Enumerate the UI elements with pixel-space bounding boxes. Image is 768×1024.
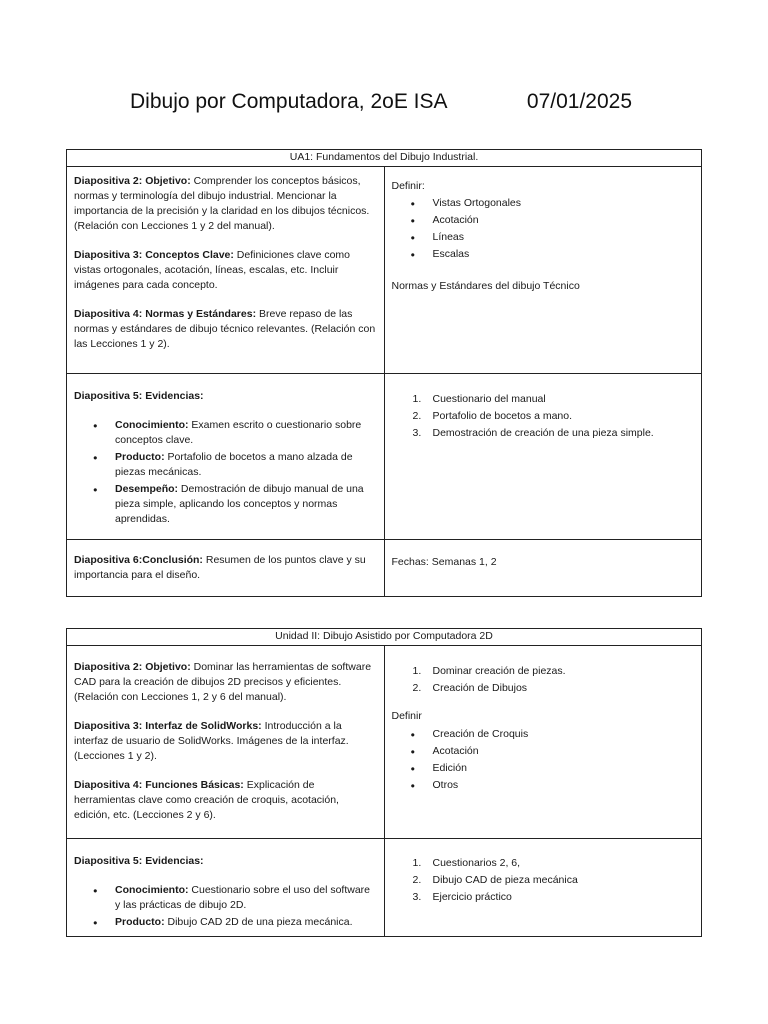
- unit1-evidence-numbered-cell: [384, 374, 702, 540]
- define-label: Definir: [391, 710, 422, 722]
- unit2-heading: Unidad II: Dibujo Asistido por Computadora 2D: [67, 629, 702, 646]
- slide-objective: Diapositiva 2: Objetivo: Comprender los conceptos básicos, normas y terminología del dibujo industrial. Mencionar la importancia de la precisión y la claridad en los dibujos técnicos. (Relación con Lecciones 1 y 2 del manual).: [74, 175, 370, 232]
- list-item: 2. Creación de Dibujos: [412, 682, 528, 694]
- list-item: ● Edición: [433, 761, 695, 776]
- list-item: ● Creación de Croquis: [433, 727, 695, 742]
- document-header: [130, 90, 640, 120]
- unit1-table: [66, 149, 702, 597]
- evidence-numbered-list: [392, 856, 695, 905]
- list-item: ● Acotación: [433, 744, 695, 759]
- list-item: 2. Portafolio de bocetos a mano.: [412, 410, 573, 422]
- list-item: ● Otros: [433, 778, 695, 793]
- unit2-goals-cell: [384, 646, 702, 839]
- list-item: ● Conocimiento: Examen escrito o cuestionario sobre conceptos clave.: [115, 418, 377, 448]
- list-item: ● Desempeño: Demostración de dibujo manual de una pieza simple, aplicando los conceptos y normas aprendidas.: [115, 482, 377, 527]
- evidence-list: [74, 418, 377, 527]
- list-item: 1. Dominar creación de piezas.: [412, 665, 566, 677]
- unit1-heading: UA1: Fundamentos del Dibujo Industrial.: [67, 150, 702, 167]
- evidence-title: Diapositiva 5: Evidencias:: [74, 855, 204, 867]
- unit2-evidence-numbered-cell: [384, 839, 702, 937]
- slide-interface: Diapositiva 3: Interfaz de SolidWorks: Introducción a la interfaz de usuario de SolidWorks. Imágenes de la interfaz. (Lecciones 1 y 2).: [74, 720, 349, 762]
- evidence-numbered-list: [392, 392, 695, 441]
- list-item: ● Conocimiento: Cuestionario sobre el uso del software y las prácticas de dibujo 2D.: [115, 883, 377, 913]
- standards-note: Normas y Estándares del dibujo Técnico: [391, 280, 580, 292]
- unit2-slides-cell: [67, 646, 385, 839]
- list-item: ● Acotación: [433, 213, 695, 228]
- list-item: ● Vistas Ortogonales: [433, 196, 695, 211]
- slide-standards: Diapositiva 4: Normas y Estándares: Breve repaso de las normas y estándares de dibujo técnico relevantes. (Relación con las Lecciones 1 y 2).: [74, 308, 376, 350]
- list-item: 3. Demostración de creación de una pieza simple.: [412, 427, 654, 439]
- unit1-slides-cell: [67, 167, 385, 374]
- unit1-evidence-cell: [67, 374, 385, 540]
- list-item: 2. Dibujo CAD de pieza mecánica: [412, 874, 578, 886]
- unit1-conclusion-cell: Diapositiva 6:Conclusión: Resumen de los puntos clave y su importancia para el diseño.: [67, 540, 385, 597]
- list-item: ● Producto: Dibujo CAD 2D de una pieza mecánica.: [115, 915, 377, 930]
- evidence-list: [74, 883, 377, 930]
- unit1-define-cell: [384, 167, 702, 374]
- list-item: 1. Cuestionario del manual: [412, 393, 546, 405]
- slide-objective: Diapositiva 2: Objetivo: Dominar las herramientas de software CAD para la creación de dibujos 2D precisos y eficientes. (Relación con Lecciones 1, 2 y 6 del manual).: [74, 661, 372, 703]
- list-item: ● Líneas: [433, 230, 695, 245]
- unit1-dates-cell: Fechas: Semanas 1, 2: [384, 540, 702, 597]
- slide-key-concepts: Diapositiva 3: Conceptos Clave: Definiciones clave como vistas ortogonales, acotación, líneas, escalas, etc. Incluir imágenes para cada concepto.: [74, 249, 351, 291]
- unit2-evidence-cell: [67, 839, 385, 937]
- list-item: ● Escalas: [433, 247, 695, 262]
- evidence-title: Diapositiva 5: Evidencias:: [74, 390, 204, 402]
- document-date: 07/01/2025: [526, 90, 632, 113]
- document-title: Dibujo por Computadora, 2oE ISA: [130, 90, 448, 113]
- list-item: 1. Cuestionarios 2, 6,: [412, 857, 521, 869]
- slide-basic-functions: Diapositiva 4: Funciones Básicas: Explicación de herramientas clave como creación de croquis, acotación, edición, etc. (Lecciones 2 y 6).: [74, 779, 339, 821]
- define-list: [392, 727, 695, 793]
- list-item: ● Producto: Portafolio de bocetos a mano alzada de piezas mecánicas.: [115, 450, 377, 480]
- list-item: 3. Ejercicio práctico: [412, 891, 512, 903]
- define-label: Definir:: [391, 180, 425, 192]
- goals-numbered-list: [392, 664, 695, 696]
- define-list: [392, 196, 695, 262]
- unit2-table: [66, 628, 702, 937]
